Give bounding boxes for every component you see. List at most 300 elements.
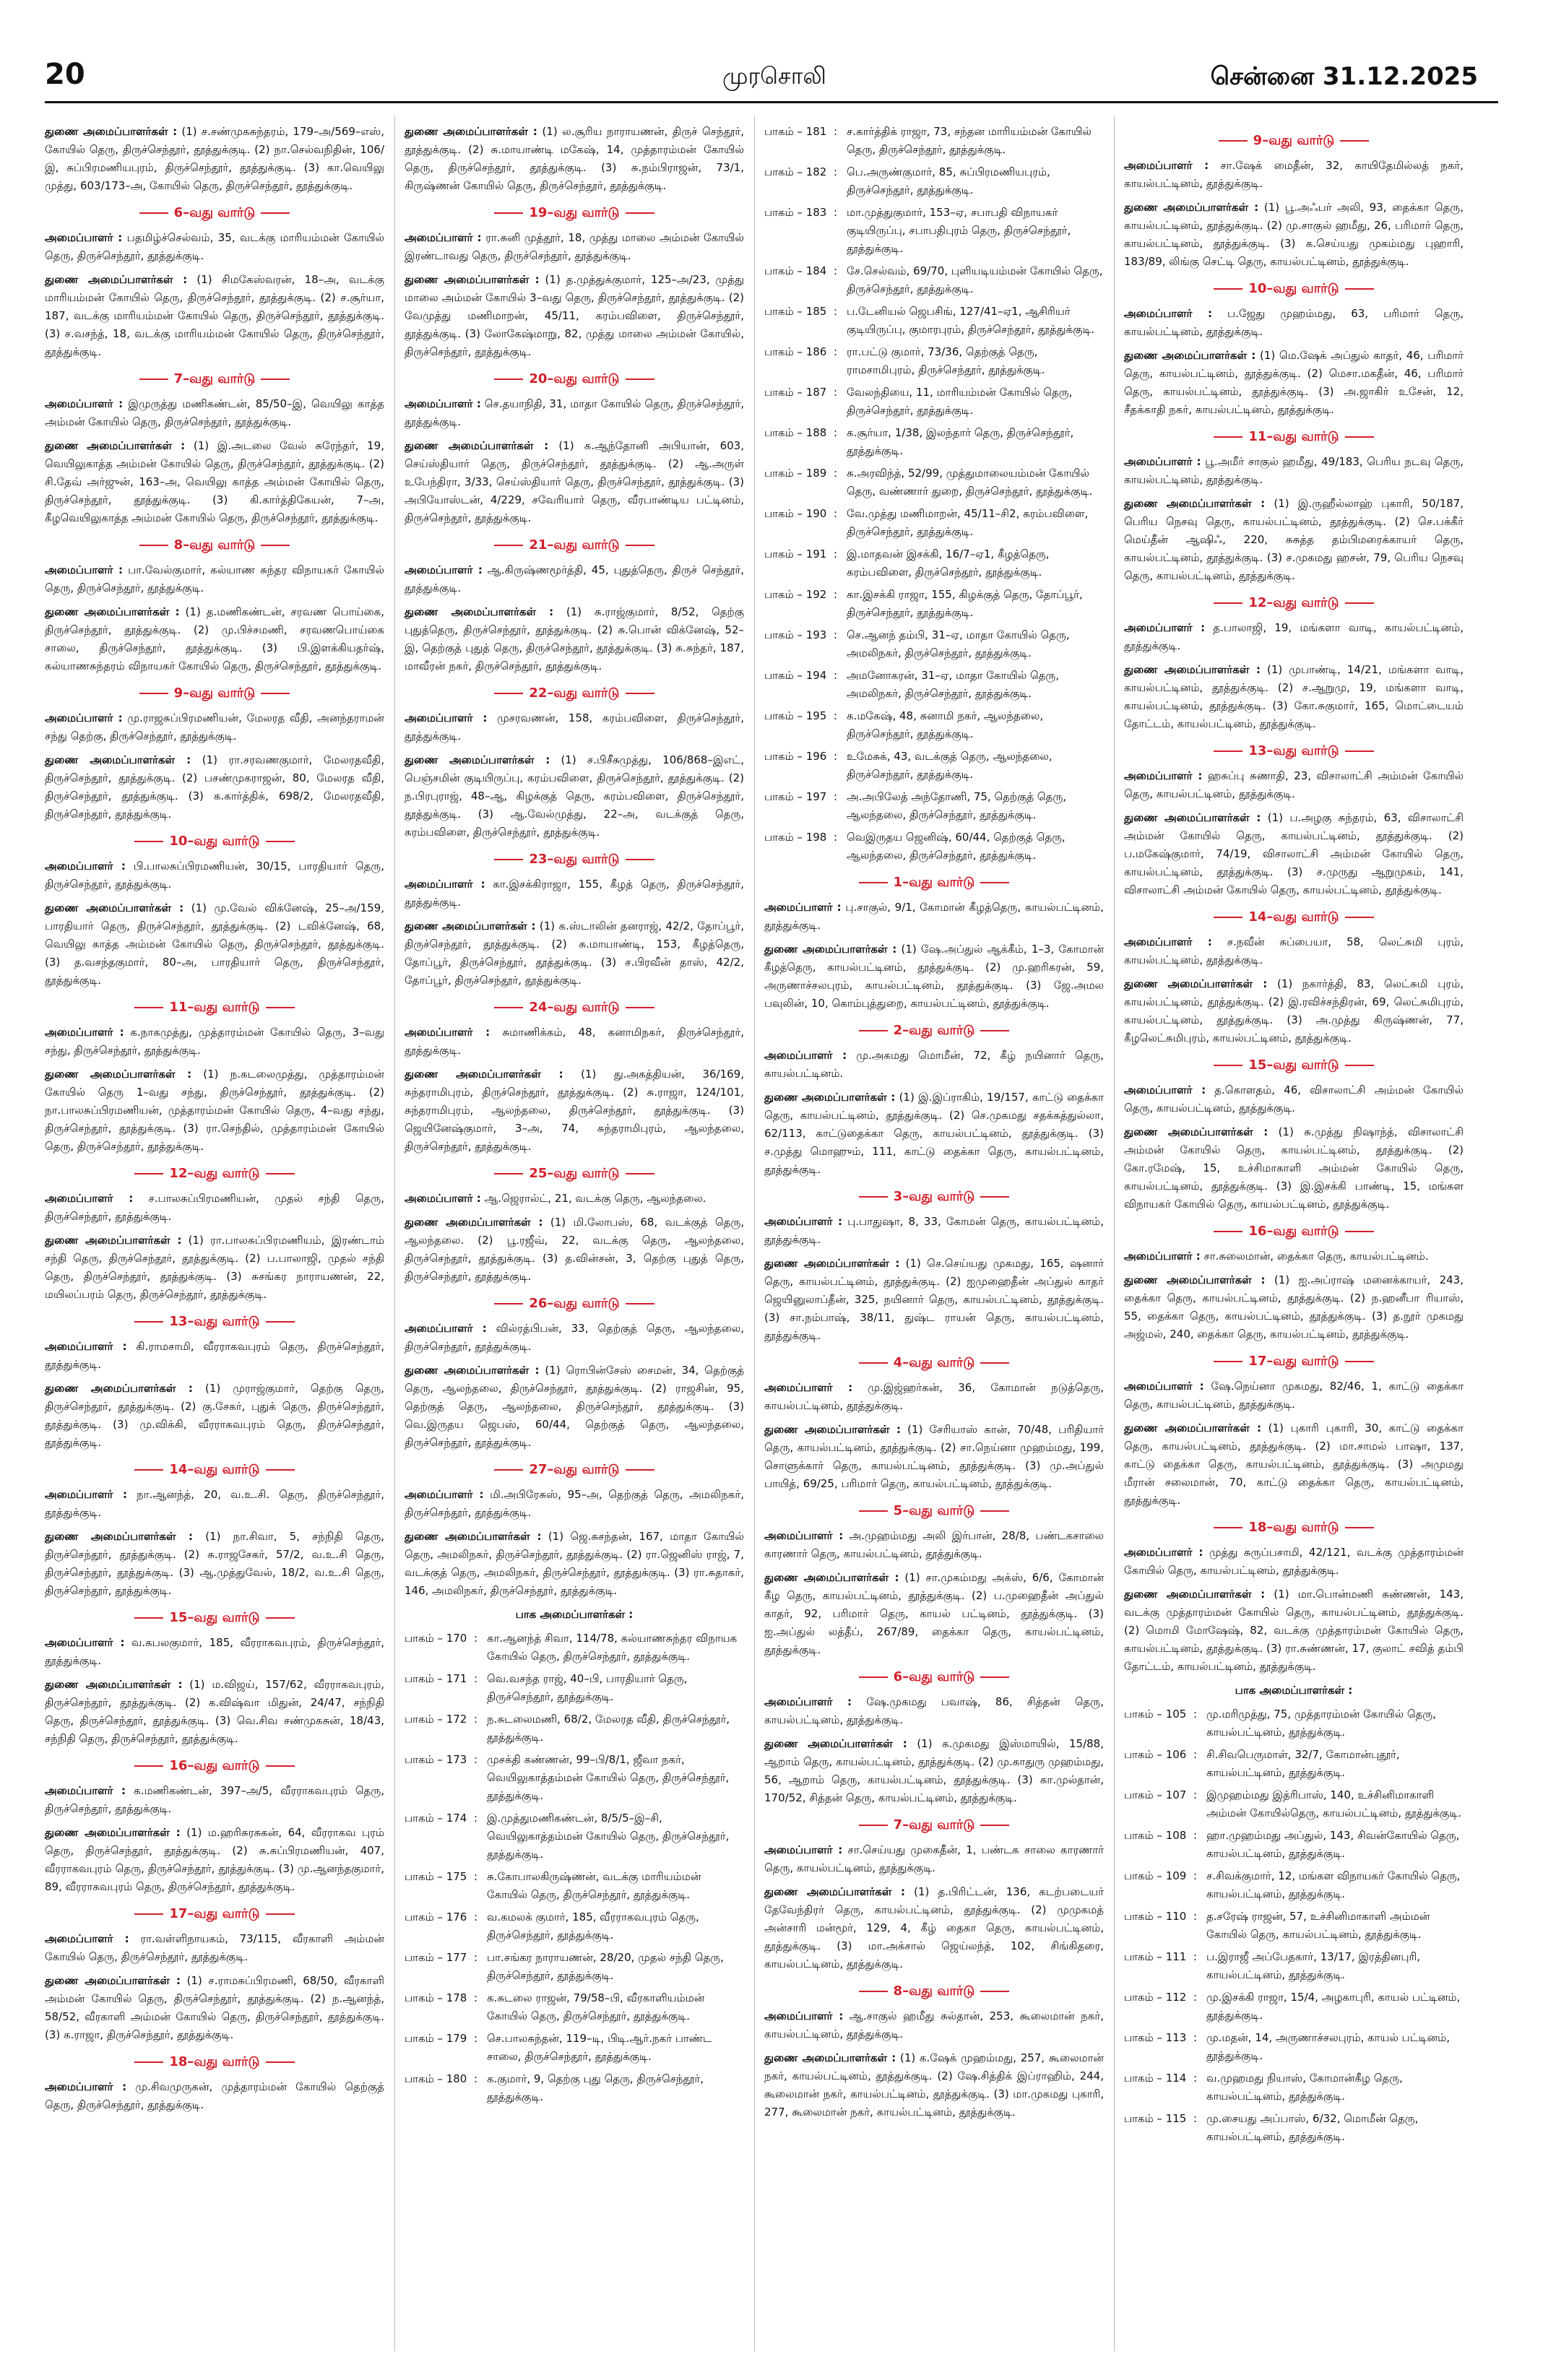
entry-role: துணை அமைப்பாளர்கள் : (45, 439, 186, 452)
entry-role: அமைப்பாளர் : (764, 1843, 843, 1856)
entry-paragraph (45, 751, 384, 823)
ward-title: 12–வது வார்டு (169, 1166, 260, 1181)
ward-heading (45, 998, 384, 1016)
ward-heading (45, 1461, 384, 1479)
entry-details: பூ.அமீர் சாகுல் ஹமீது, 49/183, பெரிய நடவு தெரு, காயல்பட்டினம், தூத்துக்குடி. (1124, 455, 1464, 486)
entry-role: அமைப்பாளர் : (764, 1529, 844, 1542)
ward-heading (1124, 594, 1464, 612)
entry-paragraph (405, 917, 744, 990)
entry-role: துணை அமைப்பாளர்கள் : (764, 1571, 899, 1584)
entry-role: துணை அமைப்பாளர்கள் : (45, 125, 178, 138)
heading-rule (1345, 288, 1374, 290)
entry-paragraph (1124, 347, 1464, 419)
ward-title: 8–வது வார்டு (893, 1983, 975, 1999)
booth-separator: : (474, 1911, 478, 1924)
entry-details: (1) இ.அடலை வேல் சுரேந்தர், 19, வெயிலுகாத்த அம்மன் கோயில் தெரு, திருச்செந்தூர், தூத்துக்குடி. (2) சி.தேவ் அர்ஜுன், 163–அ, வெயிலு காத்த அம்மன் கோயில் தெரு, திருச்செந்தூர், தூத்துக்குடி. (3) கி.கார்த்திகேயன், 7–அ, கீழவெயிலுகாத்த அம்மன் கோயில் தெரு, திருச்செந்தூர், தூத்துக்குடி. (45, 439, 384, 524)
booth-separator: : (474, 2072, 478, 2085)
heading-rule (859, 1510, 888, 1512)
entry-details: ப.ஜேது முஹம்மது, 63, பரிமார் தெரு, காயல்பட்டினம், தூத்துக்குடி. (1124, 307, 1464, 338)
page-header (0, 0, 1543, 108)
entry-paragraph (45, 1782, 384, 1818)
ward-title: 14–வது வார்டு (169, 1462, 260, 1477)
booth-details: வேலந்தியை, 11, மாரியம்மன் கோயில் தெரு, திருச்செந்தூர், தூத்துக்குடி. (847, 386, 1073, 417)
booth-details: ச.கார்த்திக் ராஜா, 73, சந்தன மாரியம்மன் கோயில் தெரு, திருச்செந்தூர், தூத்துக்குடி. (847, 125, 1092, 156)
entry-details: சா.சுலைமான், தைக்கா தெரு, காயல்பட்டினம். (1203, 1250, 1429, 1263)
ward-title: 19–வது வார்டு (529, 205, 620, 220)
ward-title: 3–வது வார்டு (893, 1189, 975, 1204)
booth-details: உமேசுக், 43, வடக்குத் தெரு, ஆலந்தலை, திருச்செந்தூர், தூத்துக்குடி. (847, 750, 1053, 781)
entry-paragraph (45, 603, 384, 675)
entry-details: (1) சேரியாஸ் கான், 70/48, பரிதியார் தெரு, காயல்பட்டினம், தூத்துக்குடி. (2) சா.நெய்னா முஹம்மது, 199, சொளுக்கார் தெரு, காயல்பட்டினம், தூத்துக்குடி. (3) மு.அப்துல் பாயித், 69/25, பரிமார் தெரு, காயல்பட்டினம், தூத்துக்குடி. (764, 1423, 1104, 1490)
entry-details: பு.பாதுஷா, 8, 33, கோமன் தெரு, காயல்பட்டினம், தூத்துக்குடி. (764, 1215, 1104, 1246)
entry-paragraph (405, 1486, 744, 1522)
entry-paragraph (764, 1047, 1104, 1083)
heading-rule (494, 545, 523, 546)
heading-rule (139, 378, 168, 380)
heading-rule (626, 693, 654, 694)
booth-label: பாகம் – 197 (764, 790, 827, 803)
entry-role: துணை அமைப்பாளர்கள் : (45, 1382, 193, 1395)
booth-label: பாகம் – 173 (405, 1753, 467, 1766)
entry-details: மு.சிவமுருகன், முத்தாரம்மன் கோயில் தெற்குத் தெரு, திருச்செந்தூர், தூத்துக்குடி. (45, 2080, 384, 2111)
heading-rule (626, 1469, 654, 1471)
ward-heading (45, 204, 384, 222)
booth-label: பாகம் – 183 (764, 206, 827, 219)
ward-title: 8–வது வார்டு (173, 537, 256, 553)
booth-details: க.மகேஷ், 48, சுனாமி நகர், ஆலந்தலை, திருச்செந்தூர், தூத்துக்குடி. (847, 709, 1044, 740)
entry-details: வ.கபலகுமார், 185, வீரராகவபுரம், திருச்செந்தூர், தூத்துக்குடி. (45, 1636, 384, 1667)
entry-details: கா.இசக்கிராஜா, 155, கீழத் தெரு, திருச்செந்தூர், தூத்துக்குடி. (405, 878, 744, 909)
booth-details: ப.இராஜீ அப்பேதகார், 13/17, இரத்தினபுரி, காயல்பட்டினம், தூத்துக்குடி. (1206, 1950, 1421, 1981)
entry-details: நா.ஆனந்த், 20, வ.உ.சி. தெரு, திருச்செந்தூர், தூத்துக்குடி. (45, 1488, 384, 1519)
entry-details: (1) ஷே.அப்துல் ஆக்கீம், 1–3, கோமான் கீழத்தெரு, காயல்பட்டினம், தூத்துக்குடி. (2) மு.ஹரிகரன், 59, அருணாச்சலபுரம், காயல்பட்டினம், தூத்துக்குடி. (3) ஜே.அமல பவுலின், 10, கொம்புத்துறை, காயல்பட்டினம், தூத்துக்குடி. (764, 943, 1104, 1010)
entry-paragraph (45, 2078, 384, 2114)
heading-rule (266, 1469, 295, 1471)
entry-role: துணை அமைப்பாளர்கள் : (45, 273, 188, 286)
entry-paragraph (764, 899, 1104, 935)
booth-details: இமுஹம்மது இத்ரிபாஸ், 140, உச்சினிமாகாளி அம்மன் கோயில்தெரு, காயல்பட்டினம், தூத்துக்குடி. (1206, 1788, 1461, 1819)
column-1 (45, 123, 384, 2120)
entry-role: அமைப்பாளர் : (45, 1340, 127, 1353)
booth-entry (1124, 1746, 1464, 1782)
entry-details: (1) த.முத்துக்குமார், 125–அ/23, முத்து மாலை அம்மன் கோயில் 3–வது தெரு, திருச்செந்தூர், தூத்துக்குடி. (2) வேமுத்து மணிமாறன், 45/11, கரம்பவிளை, திருச்செந்தூர், தூத்துக்குடி. (3) லோகேஷ்மாறு, 82, முத்து மாலை அம்மன் கோயில், திருச்செந்தூர், தூத்துக்குடி. (405, 273, 744, 358)
heading-rule (266, 2061, 295, 2063)
heading-rule (1214, 436, 1242, 438)
entry-details: (1) இ.ருஹீல்லாஹ் புகாரி, 50/187, பெரிய நெசவு தெரு, காயல்பட்டினம், தூத்துக்குடி. (2) செ.பக்கீர் மெய்தீன் ஆஷிஃ, 220, சுசுத்த தம்பிமரைக்காயர் தெரு, காயல்பட்டினம், தூத்துக்குடி. (3) ச.முகமது ஹசன், 79, பெரிய நெசவு தெரு, காயல்பட்டினம், தூத்துக்குடி. (1124, 497, 1464, 582)
booth-separator: : (474, 1713, 478, 1726)
entry-paragraph (45, 1065, 384, 1156)
booth-details: அமனோகரன், 31–ஏ, மாதா கோயில் தெரு, அமலிநகர், திருச்செந்தூர், தூத்துக்குடி. (847, 669, 1060, 700)
entry-details: (1) ஐ.அப்ராஷ் மனைக்காயர், 243, தைக்கா தெரு, காயல்பட்டினம், தூத்துக்குடி. (2) ந.ஹனீபா ரியாஸ், 55, தைக்கா தெரு, காயல்பட்டினம், தூத்துக்குடி. (3) த.நூர் முகமது அஜ்மல், 240, தைக்கா தெரு, காயல்பட்டினம், தூத்துக்குடி. (1124, 1273, 1464, 1341)
booth-label: பாகம் – 114 (1124, 2072, 1187, 2085)
booth-label: பாகம் – 108 (1124, 1829, 1187, 1842)
booth-entry (405, 1809, 744, 1864)
entry-details: சா.ஷேக் மைதீன், 32, காயிதேமில்லத் நகர், காயல்பட்டினம், தூத்துக்குடி. (1124, 159, 1464, 190)
entry-details: (1) சிமகேஸ்வரன், 18–அ, வடக்கு மாரியம்மன் கோயில் தெரு, திருச்செந்தூர், தூத்துக்குடி. (2) ச.சூர்யா, 187, வடக்கு மாரியம்மன் கோயில் தெரு, திருச்செந்தூர், தூத்துக்குடி. (3) ச.வசந்த், 18, வடக்கு மாரியம்மன் கோயில் தெரு, திருச்செந்தூர், தூத்துக்குடி. (45, 273, 384, 358)
heading-rule (266, 1617, 295, 1619)
booth-separator: : (834, 669, 838, 682)
booth-separator: : (474, 1951, 478, 1964)
booth-label: பாகம் – 175 (405, 1870, 467, 1883)
booth-details: மு.மரிமுத்து, 75, முத்தாரம்மன் கோயில் தெரு, காயல்பட்டினம், தூத்துக்குடி. (1206, 1708, 1436, 1739)
booth-label: பாகம் – 181 (764, 125, 827, 138)
entry-role: துணை அமைப்பாளர்கள் : (405, 1364, 540, 1377)
booth-separator: : (1193, 2112, 1198, 2125)
heading-rule (859, 1676, 888, 1678)
entry-details: (1) செ.செய்யது முகமது, 165, ஷனார் தெரு, காயல்பட்டினம், தூத்துக்குடி. (2) ஐமுஹைதீன் அப்துல் காதர் ஜெயினுலாப்தீன், 325, நயினார் தெரு, காயல்பட்டினம், தூத்துக்குடி. (3) சா.நம்பாஷ், 38/11, துஷ்ட ராயன் தெரு, காயல்பட்டினம், தூத்துக்குடி. (764, 1257, 1104, 1342)
entry-details: வில்ரத்பிபன், 33, தெற்குத் தெரு, ஆலந்தலை, திருச்செந்தூர், தூத்துக்குடி. (405, 1322, 744, 1353)
booth-separator: : (834, 548, 838, 561)
ward-heading (45, 1905, 384, 1923)
entry-role: துணை அமைப்பாளர்கள் : (45, 1826, 181, 1839)
booth-details: க.சுடலை ராஜன், 79/58–பி, வீரகாளியம்மன் கோயில் தெரு, திருச்செந்தூர், தூத்துக்குடி. (487, 1991, 705, 2022)
entry-details: (1) த.மணிகண்டன், சரவண பொய்கை, திருச்செந்தூர், தூத்துக்குடி. (2) மு.பிச்சமணி, சரவணபொய்கை சாலை, திருச்செந்தூர், தூத்துக்குடி. (3) பி.இளக்கியதர்ஷ், கல்யாணசுந்தரம் விநாயகர் கோயில் தெரு, திருச்செந்தூர், தூத்துக்குடி. (45, 605, 384, 672)
entry-paragraph (45, 271, 384, 361)
booth-details: வ.முஹமது நியாஸ், கோமான்கீழ தெரு, காயல்பட்டினம், தூத்துக்குடி. (1206, 2072, 1403, 2103)
booth-separator: : (834, 628, 838, 641)
heading-rule (261, 212, 290, 214)
heading-rule (980, 882, 1009, 883)
booth-entry (1124, 1827, 1464, 1863)
heading-rule (980, 1825, 1009, 1826)
ward-title: 6–வது வார்டு (893, 1669, 975, 1684)
entry-details: (1) ச.ராமசுப்பிரமணி, 68/50, வீரகாளி அம்மன் கோயில் தெரு, திருச்செந்தூர், தூத்துக்குடி. (2) ந.ஆனந்த், 58/52, வீரகாளி அம்மன் கோயில் தெரு, திருச்செந்தூர், தூத்துக்குடி. (3) க.ராஜா, திருச்செந்தூர், தூத்துக்குடி. (45, 1974, 384, 2041)
entry-details: (1) பூ.அஃபர் அலி, 93, தைக்கா தெரு, காயல்பட்டினம், தூத்துக்குடி. (2) மு.சாகுல் ஹமீது, 26, பரிமார் தெரு, காயல்பட்டினம், தூத்துக்குடி. (3) க.செய்யது முகம்மது புஹாரி, 183/89, லிங்கு செட்டி தெரு, காயல்பட்டினம், தூத்துக்குடி. (1124, 201, 1464, 268)
entry-role: அமைப்பாளர் : (1124, 307, 1212, 320)
entry-details: ச.பாலசுப்பிரமணியன், முதல் சந்தி தெரு, திருச்செந்தூர், தூத்துக்குடி. (45, 1192, 384, 1223)
entry-role: துணை அமைப்பாளர்கள் : (405, 439, 549, 452)
heading-rule (261, 693, 290, 694)
ward-heading (405, 684, 744, 702)
entry-paragraph (405, 437, 744, 527)
entry-details: ஹசுப்பு சுணாதி, 23, விசாலாட்சி அம்மன் கோயில் தெரு, காயல்பட்டினம், தூத்துக்குடி. (1124, 769, 1464, 800)
heading-rule (266, 1913, 295, 1915)
entry-role: அமைப்பாளர் : (1124, 1083, 1206, 1096)
entry-paragraph (764, 1693, 1104, 1729)
ward-title: 24–வது வார்டு (529, 1000, 620, 1015)
ward-heading (764, 1021, 1104, 1039)
booth-label: பாகம் – 194 (764, 669, 827, 682)
entry-role: அமைப்பாளர் : (405, 878, 485, 891)
booth-label: பாகம் – 105 (1124, 1708, 1187, 1721)
booth-entry (405, 1670, 744, 1706)
ward-title: 20–வது வார்டு (529, 371, 620, 386)
booth-entry (764, 262, 1104, 298)
booth-separator: : (834, 264, 838, 277)
ward-heading (405, 1461, 744, 1479)
entry-role: துணை அமைப்பாளர்கள் : (45, 1068, 192, 1081)
column-2 (405, 123, 744, 2111)
heading-rule (980, 1196, 1009, 1198)
booth-details: ச.சிவக்குமார், 12, மங்கள விநாயகர் கோயில் தெரு, காயல்பட்டினம், தூத்துக்குடி. (1206, 1869, 1461, 1900)
entry-role: துணை அமைப்பாளர்கள் : (45, 1234, 182, 1247)
header-rule (45, 101, 1498, 103)
entry-role: துணை அமைப்பாளர்கள் : (405, 273, 540, 286)
entry-details: மு.இஜ்ஹர்கன், 36, கோமான் நடுத்தெரு, காயல்பட்டினம், தூத்துக்குடி. (764, 1381, 1104, 1412)
entry-role: அமைப்பாளர் : (45, 1026, 124, 1039)
entry-details: (1) இ.இப்ராகிம், 19/157, காட்டு தைக்கா தெரு, காயல்பட்டினம், தூத்துக்குடி. (2) செ.முகமது சதக்கத்துல்லா, 62/113, காட்டுதைக்கா தெரு, காயல்பட்டினம், தூத்துக்குடி. (3) ச.முத்து மொஹும், 111, காட்டு தைக்கா தெரு, காயல்பட்டினம், தூத்துக்குடி. (764, 1091, 1104, 1176)
ward-title: 13–வது வார்டு (169, 1314, 260, 1329)
ward-heading (764, 1982, 1104, 2000)
booth-entry (764, 424, 1104, 460)
entry-paragraph (405, 229, 744, 265)
entry-role: துணை அமைப்பாளர்கள் : (1124, 811, 1261, 824)
entry-paragraph (764, 1379, 1104, 1415)
entry-paragraph (405, 1213, 744, 1286)
entry-paragraph (45, 229, 384, 265)
ward-title: 18–வது வார்டு (1248, 1520, 1339, 1535)
heading-rule (139, 212, 168, 214)
heading-rule (1345, 917, 1374, 918)
booth-entry (764, 667, 1104, 703)
heading-rule (859, 882, 888, 883)
booth-details: வ.கமலக் குமார், 185, வீரராகவபுரம் தெரு, திருச்செந்தூர், தூத்துக்குடி. (487, 1911, 699, 1942)
booth-entry (764, 586, 1104, 622)
booth-details: க.சூர்யா, 1/38, இலந்தார் தெரு, திருச்செந்தூர், தூத்துக்குடி. (847, 426, 1074, 457)
ward-heading (1124, 1518, 1464, 1536)
ward-heading (45, 1164, 384, 1182)
ward-heading (45, 370, 384, 388)
booth-details: மு.மதன், 14, அருணாச்சலபுரம், காயல் பட்டினம், தூத்துக்குடி. (1206, 2031, 1450, 2062)
booth-details: சி.சிவபெருமாள், 32/7, கோமான்புதூர், காயல்பட்டினம், தூத்துக்குடி. (1206, 1748, 1400, 1779)
ward-heading (405, 204, 744, 222)
ward-heading (45, 1312, 384, 1330)
entry-paragraph (45, 1486, 384, 1522)
ward-heading (45, 832, 384, 850)
entry-role: துணை அமைப்பாளர்கள் : (405, 1068, 563, 1081)
heading-rule (134, 2061, 163, 2063)
entry-details: ஆ.கிருஷ்ணமூர்த்தி, 45, புதுத்தெரு, திருச் செந்தூர், தூத்துக்குடி. (405, 563, 744, 594)
heading-rule (859, 1362, 888, 1364)
booth-details: இ.முத்துமணிகண்டன், 8/5/5–இ–சி, வெயிலுகாத்தம்மன் கோயில் தெரு, திருச்செந்தூர், தூத்துக்குடி. (487, 1812, 730, 1861)
ward-heading (1124, 908, 1464, 926)
entry-details: (1) ச.சண்முகசுந்தரம், 179–அ/569–எஸ், கோயில் தெரு, திருச்செந்தூர், தூத்துக்குடி. (2) நா.செல்வநிதின், 106/இ, சுப்பிரமணியபுரம், திருச்செந்தூர், தூத்துக்குடி. (3) கா.வெயிலு முத்து, 603/173–அ, கோயில் தெரு, திருச்செந்தூர், தூத்துக்குடி. (45, 125, 384, 192)
entry-details: (1) முராஜ்குமார், தெற்கு தெரு, திருச்செந்தூர், தூத்துக்குடி. (2) கு.சேகர், புதுக் தெரு, திருச்செந்தூர், தூத்துக்குடி. (3) மு.விக்கி, வீரராகவபுரம் தெரு, திருச்செந்தூர், தூத்துக்குடி. (45, 1382, 384, 1449)
booth-entry (405, 1630, 744, 1666)
entry-paragraph (405, 561, 744, 597)
entry-paragraph (405, 603, 744, 675)
entry-paragraph (405, 1065, 744, 1156)
entry-paragraph (1124, 1544, 1464, 1580)
booth-separator: : (1193, 1950, 1198, 1963)
entry-details: மு.ராஜசுப்பிரமணியன், மேலரத வீதி, அனந்தராமன் சந்து தெற்கு, திருச்செந்தூர், தூத்துக்குடி. (45, 711, 384, 743)
entry-details: முத்து சுருப்பசாமி, 42/121, வடக்கு முத்தாரம்மன் கோயில் தெரு, காயல்பட்டினம், தூத்துக்குடி. (1124, 1546, 1464, 1577)
booth-separator: : (834, 750, 838, 763)
entry-role: துணை அமைப்பாளர்கள் : (405, 125, 537, 138)
booth-label: பாகம் – 182 (764, 165, 827, 178)
entry-role: துணை அமைப்பாளர்கள் : (45, 753, 191, 766)
booth-entry (764, 384, 1104, 420)
entry-role: துணை அமைப்பாளர்கள் : (764, 943, 897, 956)
booth-separator: : (1193, 1869, 1198, 1882)
heading-rule (134, 1469, 163, 1471)
booth-separator: : (1193, 1708, 1198, 1721)
booth-entry (1124, 1908, 1464, 1944)
booth-entry (764, 505, 1104, 541)
entry-role: துணை அமைப்பாளர்கள் : (764, 1885, 905, 1898)
booth-label: பாகம் – 184 (764, 264, 827, 277)
entry-details: ஆ.சாகுல் ஹமீது சுல்தான், 253, கூலைமான் நகர், காயல்பட்டினம், தூத்துக்குடி. (764, 2009, 1104, 2041)
entry-details: த.பாலாஜி, 19, மங்களா வாடி, காயல்பட்டினம், தூத்துக்குடி. (1124, 621, 1464, 652)
ward-title: 6–வது வார்டு (173, 205, 256, 220)
heading-rule (494, 859, 523, 860)
booth-separator: : (834, 305, 838, 318)
ward-title: 21–வது வார்டு (529, 537, 620, 553)
booth-entry (405, 1908, 744, 1944)
heading-rule (261, 545, 290, 546)
booth-separator: : (834, 426, 838, 439)
entry-role: அமைப்பாளர் : (45, 1636, 125, 1649)
entry-role: அமைப்பாளர் : (405, 1488, 484, 1501)
booth-details: கா.இசக்கி ராஜா, 155, கிழக்குத் தெரு, தோப்பூர், திருச்செந்தூர், தூத்துக்குடி. (847, 588, 1083, 619)
entry-details: (1) நா.சிவா, 5, சந்நிதி தெரு, திருச்செந்தூர், தூத்துக்குடி. (2) சு.ராஜசேகர், 57/2, வ.உ.சி தெரு, திருச்செந்தூர், தூத்துக்குடி. (3) ஆ.முத்துவேல், 18/2, வ.உ.சி தெரு, திருச்செந்தூர், தூத்துக்குடி. (45, 1530, 384, 1597)
ward-heading (45, 2053, 384, 2071)
entry-paragraph (1124, 767, 1464, 803)
entry-details: (1) ரொபின்சேஸ் சைமன், 34, தெற்குத் தெரு, ஆலந்தலை, திருச்செந்தூர், தூத்துக்குடி. (2) ராஜசின், 95, தெற்குத் தெரு, ஆலந்தலை, திருச்செந்தூர், தூத்துக்குடி. (3) வெ.இருதய ஜெபஸ், 60/44, தெற்குத் தெரு, ஆலந்தலை, திருச்செந்தூர், தூத்துக்குடி. (405, 1364, 744, 1449)
booth-details: ப.டேனியல் ஜெபசிங், 127/41–ஏ1, ஆசிரியர் குடியிருப்பு, குமாரபுரம், திருச்செந்தூர், தூத்துக்குடி. (847, 305, 1095, 336)
ward-title: 1–வது வார்டு (893, 875, 975, 890)
entry-role: துணை அமைப்பாளர்கள் : (1124, 201, 1259, 214)
booth-entry (1124, 1705, 1464, 1741)
entry-role: துணை அமைப்பாளர்கள் : (405, 1216, 543, 1229)
booth-details: ஹா.முஹம்மது அப்துல், 143, சிவன்கோயில் தெரு, காயல்பட்டினம், தூத்துக்குடி. (1206, 1829, 1460, 1860)
entry-details: கி.ராமசாமி, வீரராகவபுரம் தெரு, திருச்செந்தூர், தூத்துக்குடி. (45, 1340, 384, 1371)
booth-entry (405, 1868, 744, 1904)
entry-paragraph (405, 1024, 744, 1060)
entry-details: சா.செய்யது முகைதீன், 1, பண்டக சாலை காரணார் தெரு, காயல்பட்டினம், தூத்துக்குடி. (764, 1843, 1104, 1874)
ward-title: 15–வது வார்டு (169, 1610, 260, 1625)
ward-title: 15–வது வார்டு (1248, 1057, 1339, 1073)
column-divider (394, 116, 395, 2351)
booth-label: பாகம் – 195 (764, 709, 827, 722)
heading-rule (1345, 1361, 1374, 1362)
heading-rule (494, 1303, 523, 1304)
ward-heading (764, 1668, 1104, 1686)
ward-title: 17–வது வார்டு (169, 1906, 260, 1921)
entry-paragraph (45, 1528, 384, 1600)
ward-title: 11–வது வார்டு (1248, 429, 1339, 444)
entry-paragraph (764, 1527, 1104, 1563)
booth-entry (764, 303, 1104, 339)
entry-details: (1) ரா.சரவணகுமார், மேலரதவீதி, திருச்செந்தூர், தூத்துக்குடி. (2) பசண்முகராஜன், 80, மேலரத வீதி, திருச்செந்தூர், தூத்துக்குடி. (3) க.கார்த்திக், 698/2, மேலரதவீதி, திருச்செந்தூர், தூத்துக்குடி. (45, 753, 384, 821)
entry-role: துணை அமைப்பாளர்கள் : (764, 1737, 907, 1750)
entry-role: அமைப்பாளர் : (45, 1932, 129, 1945)
entry-paragraph (45, 1676, 384, 1748)
ward-heading (405, 850, 744, 868)
entry-role: துணை அமைப்பாளர்கள் : (764, 1423, 902, 1436)
booth-entry (1124, 2110, 1464, 2146)
booth-separator: : (1193, 2031, 1198, 2044)
entry-details: (1) க.ஸ்டாலின் தனராஜ், 42/2, தோப்பூர், திருச்செந்தூர், தூத்துக்குடி. (2) சு.மாயாண்டி, 153, கீழத்தெரு, தோப்பூர், திருச்செந்தூர், தூத்துக்குடி. (3) ச.பிரவீன் தாஸ், 42/2, தோப்பூர், திருச்செந்தூர், தூத்துக்குடி. (405, 919, 744, 987)
ward-title: 9–வது வார்டு (173, 685, 256, 701)
entry-paragraph (1124, 305, 1464, 341)
entry-role: அமைப்பாளர் : (764, 2009, 844, 2022)
heading-rule (266, 1321, 295, 1323)
entry-details: (1) ம.ஹரிசுரசுகன், 64, வீரராகவ புரம் தெரு, திருச்செந்தூர், தூத்துக்குடி. (2) சு.சுப்பிரமணியன், 407, வீரராகவபுரம் தெரு, திருச்செந்தூர், தூத்துக்குடி. (3) மு.ஆனந்தகுமார், 89, வீரராகவபுரம் தெரு, திருச்செந்தூர், தூத்துக்குடி. (45, 1826, 384, 1893)
entry-details: பு.சாகுல், 9/1, கோமான் கீழத்தெரு, காயல்பட்டினம், தூத்துக்குடி. (764, 901, 1104, 932)
heading-rule (494, 1173, 523, 1174)
booth-details: இ.மாதவன் இசக்கி, 16/7–ஏ1, கீழத்தெரு, கரம்பவிளை, திருச்செந்தூர், தூத்துக்குடி. (847, 548, 1050, 579)
booth-label: பாகம் – 109 (1124, 1869, 1187, 1882)
booth-label: பாகம் – 198 (764, 831, 827, 844)
entry-role: துணை அமைப்பாளர்கள் : (405, 605, 554, 618)
entry-paragraph (45, 123, 384, 195)
heading-rule (139, 693, 168, 694)
ward-heading (45, 684, 384, 702)
booth-label: பாகம் – 110 (1124, 1910, 1187, 1923)
ward-title: 10–வது வார்டு (169, 834, 260, 849)
heading-rule (134, 841, 163, 842)
booth-details: வெஇருதய ஜெனிஷ், 60/44, தெற்குத் தெரு, ஆலந்தலை, திருச்செந்தூர், தூத்துக்குடி. (847, 831, 1066, 862)
newspaper-name: முரசொலி (722, 62, 826, 90)
entry-details: (1) ஜெ.சுசந்தன், 167, மாதா கோயில் தெரு, அமலிநகர், திருச்செந்தூர், தூத்துக்குடி. (2) ரா.ஜெனிஸ் ராஜ், 7, வடக்குத் தெரு, அமலிநகர், திருச்செந்தூர், தூத்துக்குடி. (3) ரா.சுதாகர், 146, அமலிநகர், திருச்செந்தூர், தூத்துக்குடி. (405, 1530, 744, 1597)
entry-paragraph (1124, 933, 1464, 969)
heading-rule (134, 1617, 163, 1619)
booth-entry (764, 204, 1104, 258)
booth-label: பாகம் – 172 (405, 1713, 467, 1726)
booth-details: மு.இசக்கி ராஜா, 15/4, அழகாபுரி, காயல் பட்டினம், தூத்துக்குடி. (1206, 1991, 1461, 2022)
entry-details: (1) ரா.பாலசுப்பிரமணியம், இரண்டாம் சந்தி தெரு, திருச்செந்தூர், தூத்துக்குடி. (2) ப.பாலாஜி, முதல் சந்தி தெரு, திருச்செந்தூர், தூத்துக்குடி. (3) சுசங்கர நாராயணன், 22, மயிலப்பரம் தெரு, திருச்செந்தூர், தூத்துக்குடி. (45, 1234, 384, 1301)
booth-label: பாகம் – 111 (1124, 1950, 1187, 1963)
ward-title: 18–வது வார்டு (169, 2054, 260, 2069)
ward-title: 16–வது வார்டு (1248, 1224, 1339, 1239)
ward-heading (1124, 1222, 1464, 1240)
booth-details: கா.ஆனந்த் சிவா, 114/78, கல்யாணசுந்தர விநாயக கோயில் தெரு, திருச்செந்தூர், தூத்துக்குடி. (487, 1632, 738, 1663)
booth-label: பாகம் – 187 (764, 386, 827, 399)
entry-paragraph (764, 1213, 1104, 1249)
booth-separator: : (834, 125, 838, 138)
booth-separator: : (834, 831, 838, 844)
ward-heading (45, 1757, 384, 1775)
entry-paragraph (1124, 495, 1464, 585)
entry-details: பா.வேல்குமார், கல்யாண சுந்தர விநாயகர் கோயில் தெரு, திருச்செந்தூர், தூத்துக்குடி. (45, 563, 384, 594)
ward-heading (405, 1294, 744, 1312)
heading-rule (494, 212, 523, 214)
ward-title: 26–வது வார்டு (529, 1296, 620, 1311)
ward-title: 14–வது வார்டு (1248, 909, 1339, 925)
entry-paragraph (764, 1883, 1104, 1973)
entry-role: துணை அமைப்பாளர்கள் : (764, 1257, 900, 1270)
booth-entry (764, 707, 1104, 743)
booth-details: வெ.வசந்த ராஜ், 40–பி, பாரதியார் தெரு, திருச்செந்தூர், தூத்துக்குடி. (487, 1672, 688, 1703)
heading-rule (494, 378, 523, 380)
booth-label: பாகம் – 176 (405, 1911, 467, 1924)
column-3 (764, 123, 1104, 2127)
heading-rule (1214, 1231, 1242, 1232)
entry-details: ஷே.நெய்னா முகமது, 82/46, 1, காட்டு தைக்கா தெரு, காயல்பட்டினம், தூத்துக்குடி. (1124, 1380, 1464, 1411)
heading-rule (1214, 602, 1242, 604)
entry-paragraph (45, 1930, 384, 1966)
booth-separator: : (1193, 1829, 1198, 1842)
entry-paragraph (45, 1024, 384, 1060)
entry-role: துணை அமைப்பாளர்கள் : (45, 605, 180, 618)
entry-role: துணை அமைப்பாளர்கள் : (1124, 1273, 1266, 1286)
entry-paragraph (405, 1528, 744, 1600)
entry-details: க.நாகமுத்து, முத்தாரம்மன் கோயில் தெரு, 3–வது சந்து, திருச்செந்தூர், தூத்துக்குடி. (45, 1026, 384, 1057)
heading-rule (134, 1913, 163, 1915)
booth-details: சு.கோபாலகிருஷ்ணன், வடக்கு மாரியம்மன் கோயில் தெரு, திருச்செந்தூர், தூத்துக்குடி. (487, 1870, 701, 1901)
entry-details: (1) சா.முகம்மது அக்ஸ், 6/6, கோமான் கீழ தெரு, காயல்பட்டினம், தூத்துக்குடி. (2) ப.முஹைதீன் அப்துல் காதர், 92, பரிமார் தெரு, காயல் பட்டினம், தூத்துக்குடி. (3) ஐ.அப்துல் லத்தீப், 267/89, தைக்கா தெரு, காயல்பட்டினம், தூத்துக்குடி. (764, 1571, 1104, 1656)
entry-paragraph (1124, 1081, 1464, 1117)
entry-paragraph (405, 1362, 744, 1452)
entry-paragraph (764, 940, 1104, 1013)
heading-rule (626, 859, 654, 860)
entry-role: அமைப்பாளர் : (45, 563, 124, 576)
entry-paragraph (1124, 975, 1464, 1047)
entry-paragraph (405, 395, 744, 431)
ward-title: 17–வது வார்டு (1248, 1354, 1339, 1369)
section-subheading: பாக அமைப்பாளர்கள் : (515, 1608, 634, 1621)
